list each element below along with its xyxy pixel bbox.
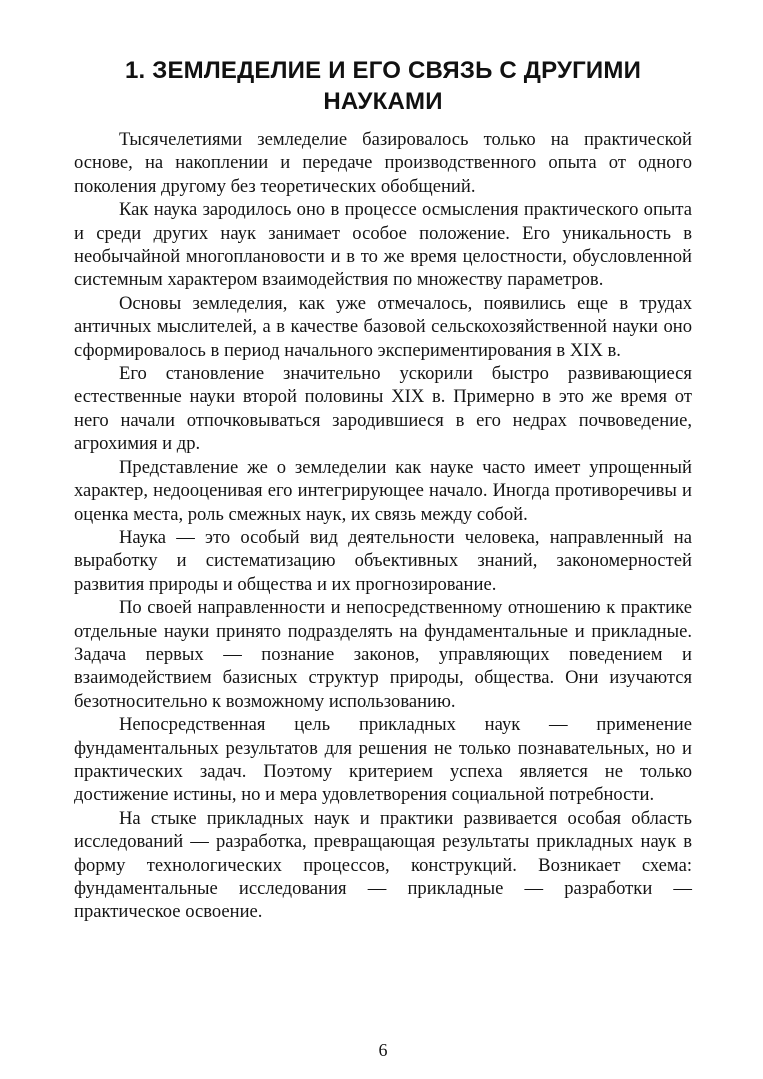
paragraph-4: Его становление значительно ускорили быстро развивающиеся естественные науки второй половины XIX в. Примерно в это же время от него начали отпочковываться зародившиеся в его недрах почвоведение, агрохимия и др. bbox=[74, 363, 692, 455]
paragraph-8: Непосредственная цель прикладных наук — применение фундаментальных результатов для решения не только познавательных, но и практических задач. Поэтому критерием успеха является не только достижение истины, но и мера удовлетворения социальной потребности. bbox=[74, 714, 692, 806]
chapter-title-line-1: 1. ЗЕМЛЕДЕЛИЕ И ЕГО СВЯЗЬ С ДРУГИМИ bbox=[124, 57, 642, 84]
paragraph-7: По своей направленности и непосредственному отношению к практике отдельные науки принято подразделять на фундаментальные и прикладные. Задача первых — познание законов, управляющих поведением и взаимодействием базисных структур природы, общества. Они изучаются безотносительно к возможному использованию. bbox=[74, 597, 692, 712]
paragraph-6: Наука — это особый вид деятельности человека, направленный на выработку и систематизацию объективных знаний, закономерностей развития природы и общества и их прогнозирование. bbox=[74, 526, 692, 595]
paragraph-9: На стыке прикладных наук и практики развивается особая область исследований — разработка, превращающая результаты прикладных наук в форму технологических процессов, конструкций. Возникает схема: фундаментальные исследования — прикладные — разработки — практическое освоение. bbox=[74, 807, 692, 923]
paragraph-5: Представление же о земледелии как науке часто имеет упрощенный характер, недооценивая его интегрирующее начало. Иногда противоречивы и оценка места, роль смежных наук, их связь между собой. bbox=[74, 456, 692, 525]
chapter-title-line-2: НАУКАМИ bbox=[323, 88, 443, 115]
body-text bbox=[74, 128, 692, 924]
paragraph-1: Тысячелетиями земледелие базировалось только на практической основе, на накоплении и передаче производственного опыта от одного поколения другому без теоретических обобщений. bbox=[74, 129, 692, 197]
chapter-title bbox=[74, 55, 692, 117]
paragraph-3: Основы земледелия, как уже отмечалось, появились еще в трудах античных мыслителей, а в качестве базовой сельскохозяйственной науки оно сформировалось в период начального экспериментирования в XIX в. bbox=[74, 292, 692, 361]
page-number: 6 bbox=[378, 1040, 388, 1060]
document-page bbox=[74, 0, 692, 1079]
paragraph-2: Как наука зародилось оно в процессе осмысления практического опыта и среди других наук занимает особое положение. Его уникальность в необычайной многоплановости и в то же время целостности, обусловленной системным характером взаимодействия по множеству параметров. bbox=[74, 199, 692, 291]
